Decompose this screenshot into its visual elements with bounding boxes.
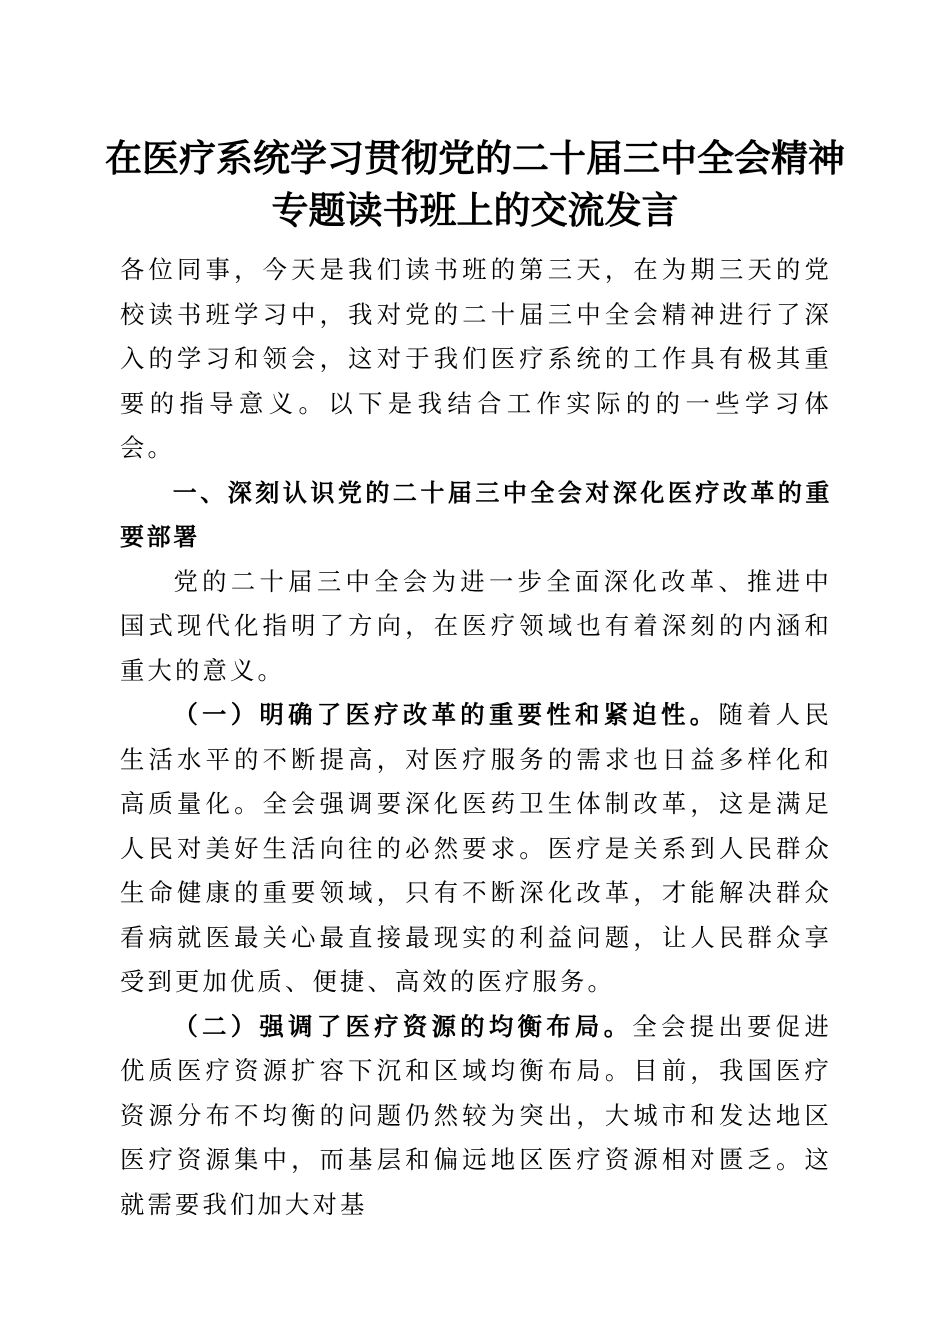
- section-1-paragraph: 党的二十届三中全会为进一步全面深化改革、推进中国式现代化指明了方向，在医疗领域也有着深刻的内涵和重大的意义。: [120, 566, 832, 685]
- point-2-paragraph: [120, 1005, 832, 1228]
- document-title-line-1: 在医疗系统学习贯彻党的二十届三中全会精神: [105, 136, 845, 180]
- document-body: [120, 248, 832, 1227]
- point-1-text: 随着人民生活水平的不断提高，对医疗服务的需求也日益多样化和高质量化。全会强调要深化医药卫生体制改革，这是满足人民对美好生活向往的必然要求。医疗是关系到人民群众生命健康的重要领域，只有不断深化改革，才能解决群众看病就医最关心最直接最现实的利益问题，让人民群众享受到更加优质、便捷、高效的医疗服务。: [120, 700, 832, 996]
- point-2-text: 全会提出要促进优质医疗资源扩容下沉和区域均衡布局。目前，我国医疗资源分布不均衡的问题仍然较为突出，大城市和发达地区医疗资源集中，而基层和偏远地区医疗资源相对匮乏。这就需要我们加大对基: [120, 1011, 832, 1219]
- intro-paragraph: 各位同事，今天是我们读书班的第三天，在为期三天的党校读书班学习中，我对党的二十届三中全会精神进行了深入的学习和领会，这对于我们医疗系统的工作具有极其重要的指导意义。以下是我结合工作实际的的一些学习体会。: [120, 255, 832, 462]
- section-1-heading: 一、深刻认识党的二十届三中全会对深化医疗改革的重要部署: [120, 478, 832, 551]
- document-title-line-2: 专题读书班上的交流发言: [271, 188, 679, 232]
- point-1-lead: （一）明确了医疗改革的重要性和紧迫性。: [173, 700, 719, 729]
- point-1-paragraph: [120, 693, 832, 1005]
- point-2-lead: （二）强调了医疗资源的均衡布局。: [173, 1011, 633, 1041]
